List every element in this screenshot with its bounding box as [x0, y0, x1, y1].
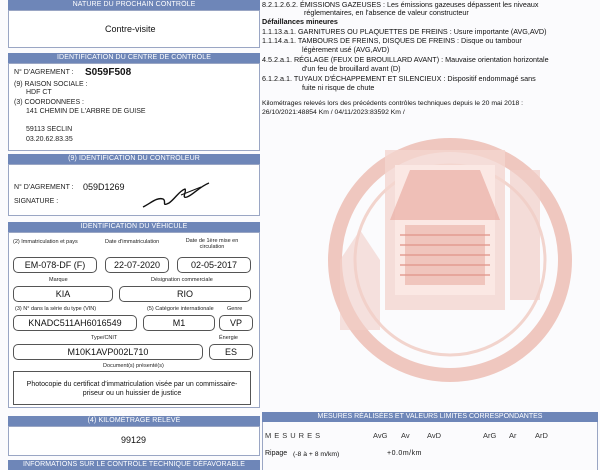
centre-header: IDENTIFICATION DU CENTRE DE CONTRÔLE — [8, 53, 260, 63]
controleur-header: (9) IDENTIFICATION DU CONTRÔLEUR — [8, 154, 260, 164]
defect-text: TUYAUX D'ÉCHAPPEMENT ET SILENCIEUX : Dispositif endommagé sans — [293, 74, 536, 83]
vin-field: KNADC511AH6016549 — [13, 315, 137, 331]
km-value: 99129 — [121, 435, 147, 445]
categorie-field: M1 — [143, 315, 215, 331]
date-immat-label: Date d'immatriculation — [105, 239, 160, 245]
raison-sociale-label: (9) RAISON SOCIALE : — [14, 81, 88, 88]
controleur-agrement-label: N° D'AGREMENT : — [14, 184, 74, 191]
km-history-line-2: 26/10/2021:48854 Km / 04/11/2023:83592 Km / — [262, 109, 405, 116]
coordonnees-label: (3) COORDONNEES : — [14, 99, 85, 106]
date-first-field: 02-05-2017 — [177, 257, 251, 273]
right-column — [260, 0, 600, 470]
signature-label: SIGNATURE : — [14, 198, 59, 205]
type-cnit-label: Type/CNIT — [91, 335, 118, 341]
defect-item — [262, 74, 536, 83]
bottom-header: INFORMATIONS SUR LE CONTRÔLE TECHNIQUE DÉFAVORABLE — [8, 460, 260, 470]
controleur-agrement-value: 059D1269 — [83, 182, 125, 192]
ripage-label: Ripage — [265, 450, 288, 457]
top-item-text: ÉMISSIONS GAZEUSES : Les émissions gazeuses dépassent les niveaux — [299, 0, 539, 9]
documents-label: Document(s) présenté(s) — [103, 363, 164, 369]
immat-label: (2) Immatriculation et pays — [13, 239, 78, 245]
top-item-continuation: réglementaires, en l'absence de valeur constructeur — [304, 8, 469, 17]
immat-field: EM-078-DF (F) — [13, 257, 97, 273]
type-cnit-field: M10K1AVP002L710 — [13, 344, 203, 360]
defect-code: 1.1.14.a.1. — [262, 36, 296, 45]
vehicule-box — [8, 232, 260, 408]
marque-field: KIA — [13, 286, 113, 302]
genre-label: Genre — [227, 306, 243, 312]
documents-box — [13, 371, 251, 405]
centre-box — [8, 63, 260, 151]
col-avg: AvG — [373, 431, 388, 440]
centre-agrement-value: S059F508 — [85, 67, 132, 78]
defect-item — [262, 55, 549, 64]
energie-label: Énergie — [219, 335, 238, 341]
address-line-2: 59113 SECLIN — [26, 126, 73, 133]
centre-agrement-label: N° D'AGREMENT : — [14, 69, 74, 76]
col-arg: ArG — [483, 431, 497, 440]
defect-item — [262, 27, 547, 36]
genre-field: VP — [219, 315, 253, 331]
categorie-label: (5) Catégorie internationale — [147, 306, 214, 312]
designation-field: RIO — [119, 286, 251, 302]
controleur-box — [8, 164, 260, 216]
defect-text: GARNITURES OU PLAQUETTES DE FREINS : Usure importante (AVG,AVD) — [297, 27, 547, 36]
ripage-value: +0.0m/km — [387, 450, 422, 457]
vehicule-header: IDENTIFICATION DU VÉHICULE — [8, 222, 260, 232]
mesures-box — [262, 422, 598, 470]
date-immat-field: 22-07-2020 — [105, 257, 169, 273]
documents-value: Photocopie du certificat d'immatriculation visée par un commissaire-priseur ou un huissier de justice — [26, 381, 238, 397]
vin-label: (3) N° dans la série du type (VIN) — [15, 306, 97, 312]
nature-header: NATURE DU PROCHAIN CONTRÔLE — [8, 0, 260, 10]
phone-number: 03.20.62.83.35 — [26, 136, 73, 143]
ripage-limit: (-8 à + 8 m/km) — [293, 451, 340, 458]
col-av: Av — [401, 431, 410, 440]
nature-value: Contre-visite — [105, 24, 156, 34]
defect-text: RÉGLAGE (FEUX DE BROUILLARD AVANT) : Mauvaise orientation horizontale — [293, 55, 549, 64]
defect-continuation: d'un feu de brouillard avant (D) — [302, 64, 401, 73]
col-ard: ArD — [535, 431, 548, 440]
raison-sociale-value: HDF CT — [26, 89, 52, 96]
designation-label: Désignation commerciale — [151, 277, 213, 283]
km-header: (4) KILOMÉTRAGE RELEVÉ — [8, 416, 260, 426]
defect-item — [262, 36, 522, 45]
signature-icon — [141, 177, 211, 211]
defect-continuation: légèrement usé (AVG,AVD) — [302, 45, 390, 54]
address-line-1: 141 CHEMIN DE L'ARBRE DE GUISE — [26, 108, 146, 115]
defect-continuation: fuite ni risque de chute — [302, 83, 375, 92]
defect-code: 1.1.13.a.1. — [262, 27, 296, 36]
defect-code: 6.1.2.a.1. — [262, 74, 292, 83]
col-avd: AvD — [427, 431, 442, 440]
date-first-label: Date de 1ère mise en circulation — [185, 238, 239, 250]
marque-label: Marque — [49, 277, 68, 283]
km-history-line-1: Kilométrages relevés lors des précédents contrôles techniques depuis le 20 mai 2018 : — [262, 100, 524, 107]
mesures-label: MESURES — [265, 431, 324, 440]
energie-field: ES — [209, 344, 253, 360]
defect-code: 4.5.2.a.1. — [262, 55, 292, 64]
mesures-header: MESURES RÉALISÉES ET VALEURS LIMITES CORRESPONDANTES — [262, 412, 598, 422]
top-item-code: 8.2.1.2.6.2. — [262, 0, 298, 9]
defect-text: TAMBOURS DE FREINS, DISQUES DE FREINS : Disque ou tambour — [297, 36, 522, 45]
col-ar: Ar — [509, 431, 517, 440]
left-column — [8, 0, 260, 470]
km-box — [8, 426, 260, 456]
nature-box — [8, 10, 260, 48]
defaillances-title: Défaillances mineures — [262, 17, 338, 26]
